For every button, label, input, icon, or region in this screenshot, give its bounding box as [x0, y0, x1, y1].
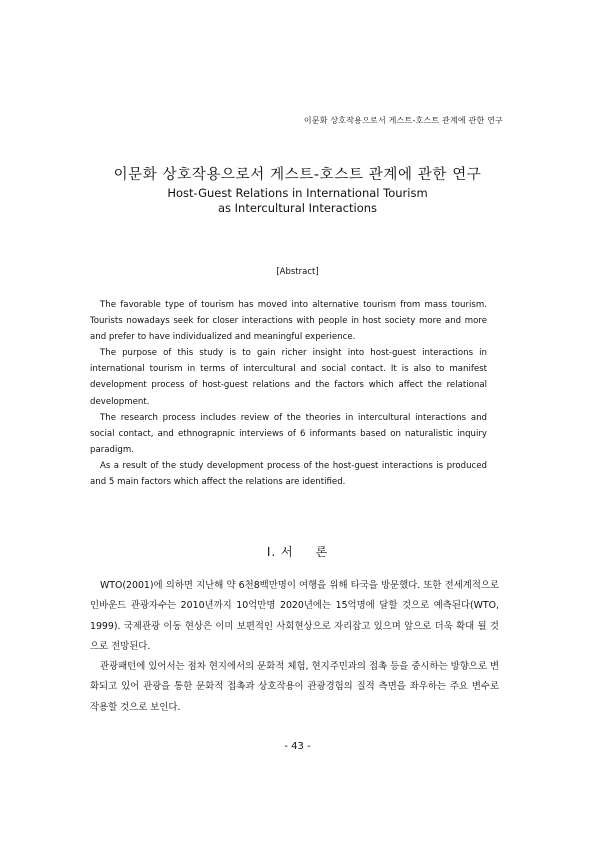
title-english-line2: as Intercultural Interactions: [217, 201, 378, 215]
body-paragraph: WTO(2001)에 의하면 지난해 약 6천8백만명이 여행을 위해 타국을 방문했다. 또한 전세계적으로 인바운드 관광자수는 2010년까지 10억만명 2020년에는 15억명에 달할 것으로 예측된다(WTO, 1999). 국제관광 이동 현상은 이미 보편적인 사회현상으로 자리잡고 있으며 앞으로 더욱 확대 될 것으로 전망된다.: [90, 580, 499, 652]
abstract-body: [90, 297, 487, 490]
abstract-paragraph: The favorable type of tourism has moved into alternative tourism from mass tourism. Tourists nowadays seek for closer interactions with people in host society more and more and prefer to have individualized and meaningful experience.: [90, 300, 487, 343]
abstract-paragraph: The purpose of this study is to gain richer insight into host-guest interactions in international tourism in terms of intercultural and social contact. It is also to manifest development process of host-guest relations and the factors which affect the relational development.: [90, 348, 487, 407]
body-text: [90, 576, 499, 718]
section-title-part2: 론: [315, 545, 329, 559]
title-korean: 이문화 상호작용으로서 게스트-호스트 관계에 관한 연구: [113, 167, 482, 183]
abstract-label: [Abstract]: [276, 267, 319, 277]
abstract-paragraph: The research process includes review of the theories in intercultural interactions and social contact, and ethnograpnic interviews of 6 informants based on naturalistic inquiry paradigm.: [90, 412, 487, 455]
abstract-paragraph: As a result of the study development process of the host-guest interactions is produced and 5 main factors which affect the relations are identified.: [90, 460, 487, 488]
body-paragraph: 관광패턴에 있어서는 점차 현지에서의 문화적 체험, 현지주민과의 접촉 등을 중시하는 방향으로 변화되고 있어 관광을 통한 문화적 접촉과 상호작용이 관광경험의 질적 측면을 좌우하는 주요 변수로 작용할 것으로 보인다.: [90, 661, 499, 713]
section-heading: [0, 543, 595, 560]
section-number: Ⅰ.: [266, 545, 277, 559]
title-english-line1: Host-Guest Relations in International Tourism: [167, 186, 428, 200]
section-title-part1: 서: [281, 545, 294, 559]
running-header: 이문화 상호작용으로서 게스트-호스트 관계에 관한 연구: [303, 116, 503, 125]
title-english: [0, 186, 595, 216]
page-number: - 43 -: [284, 741, 311, 752]
